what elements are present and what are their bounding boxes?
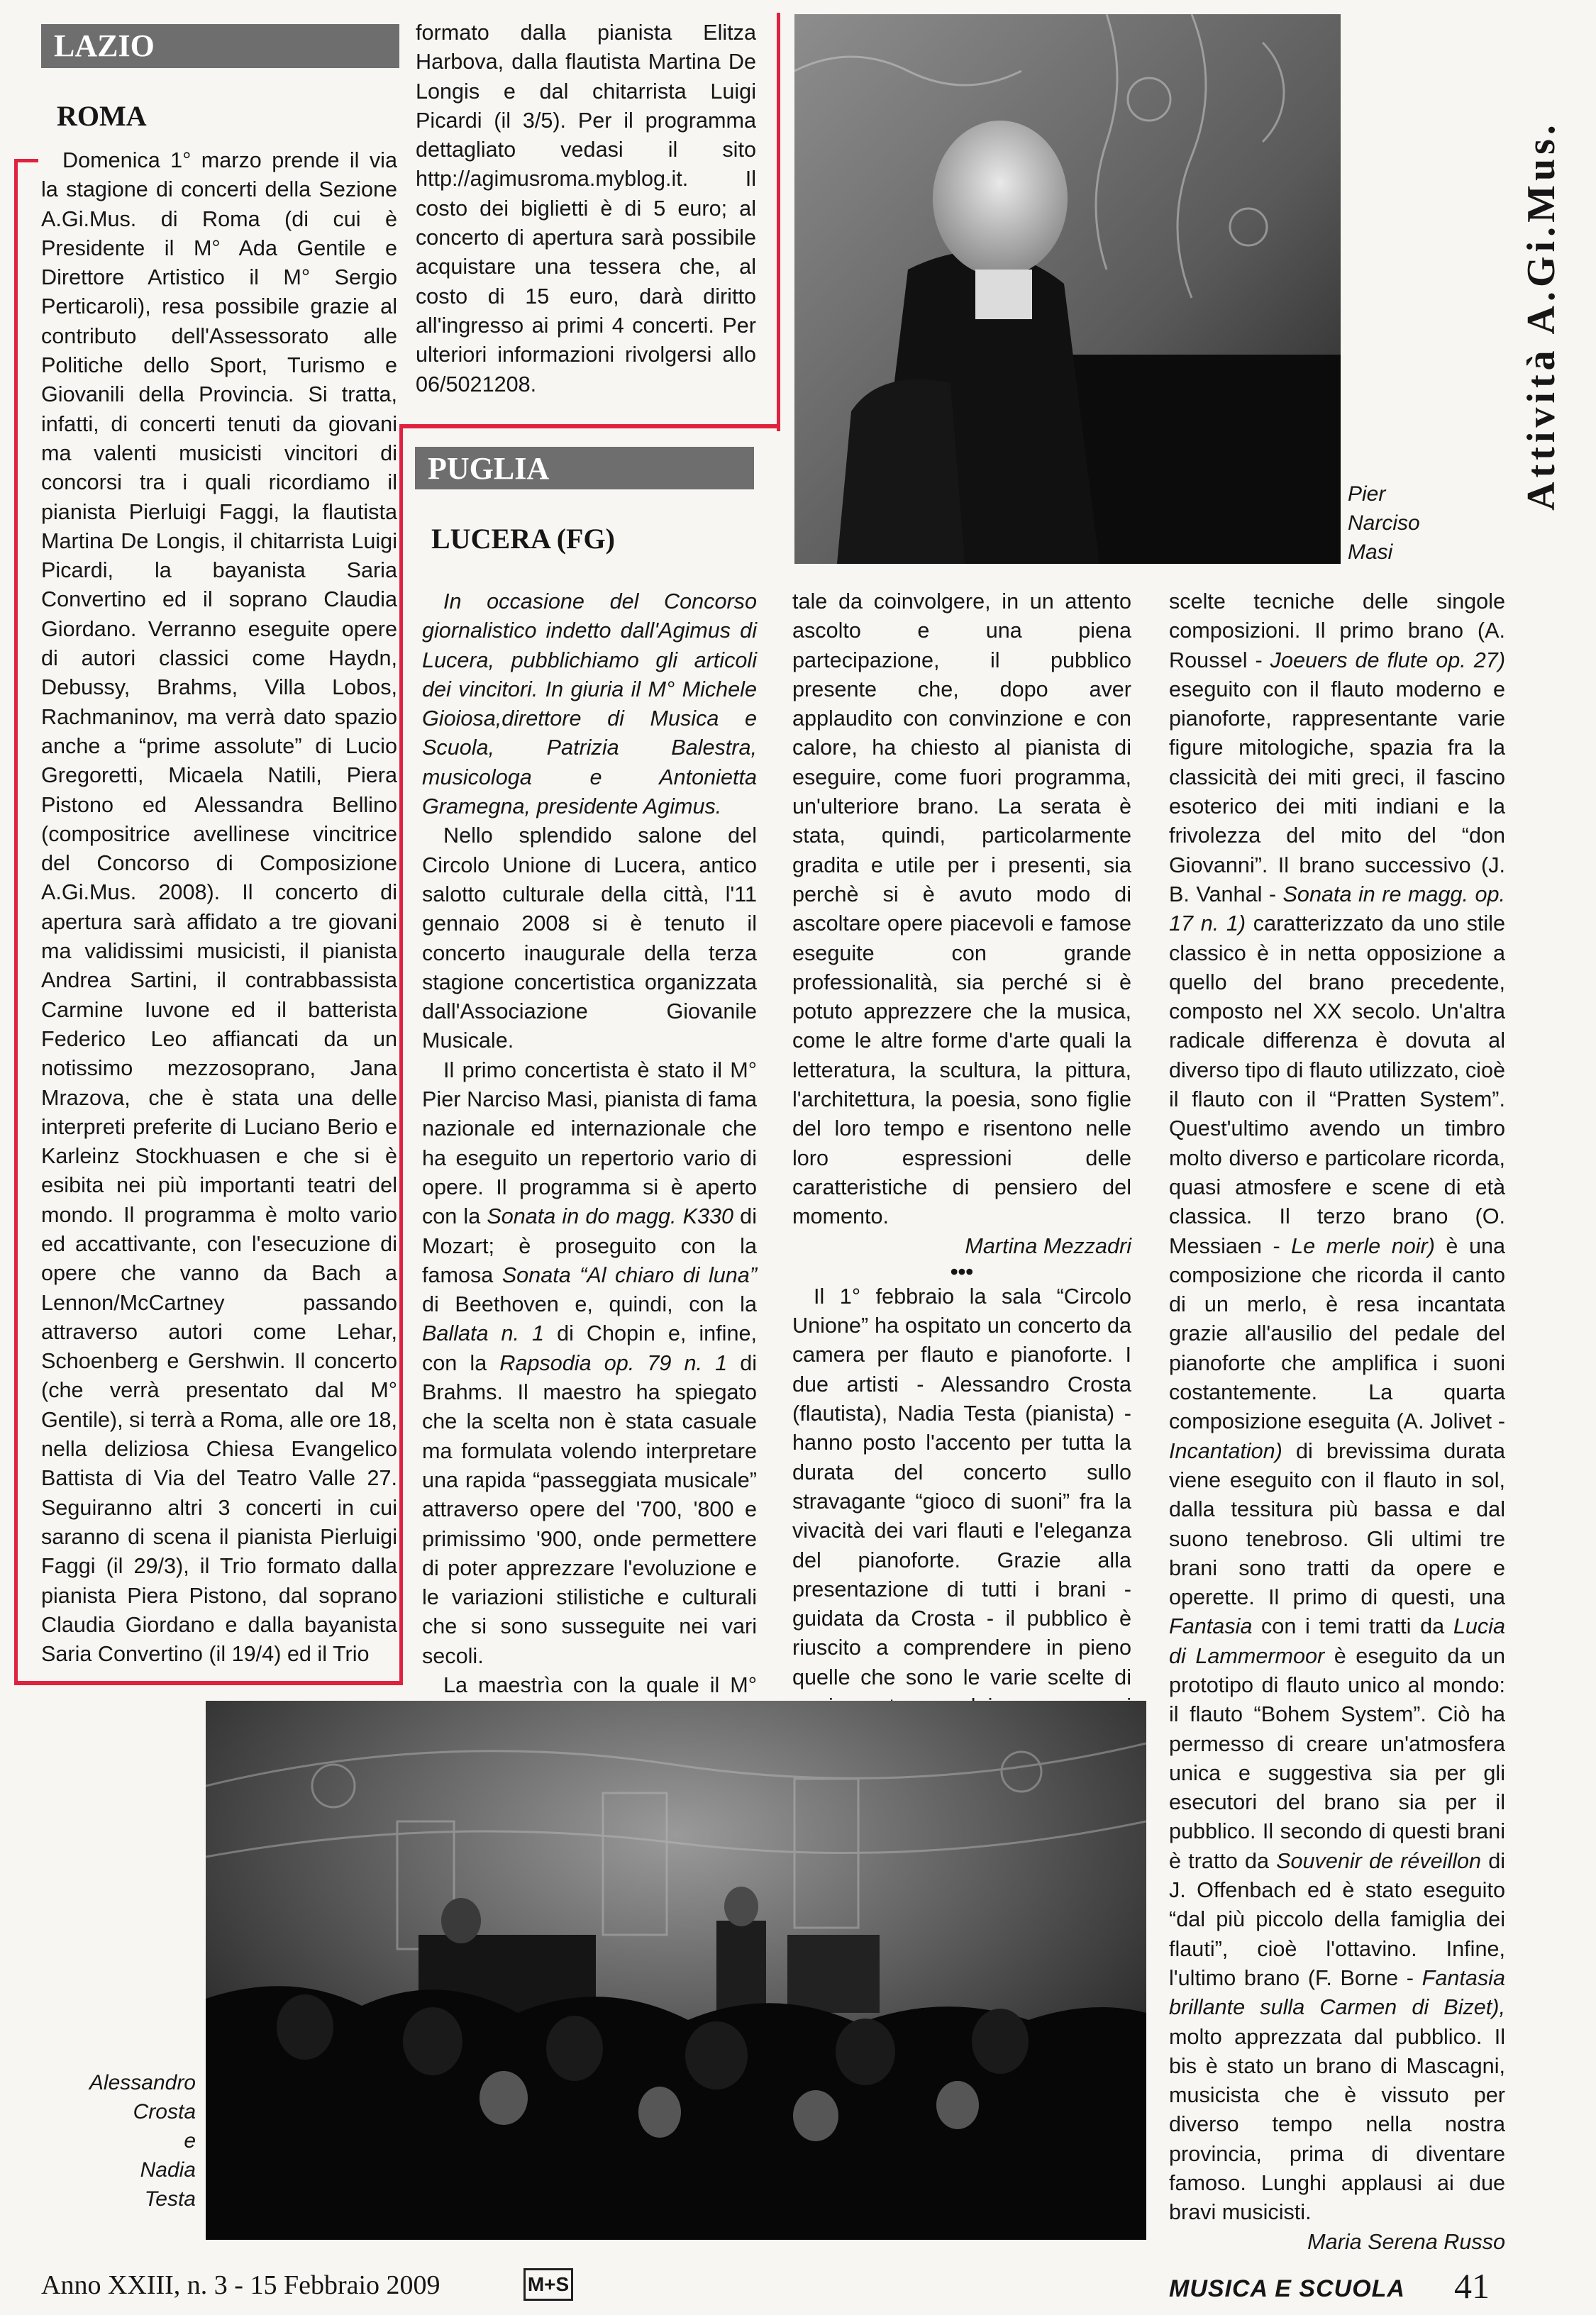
puglia-intro: In occasione del Concorso giornalistico indetto dall'Agimus di Lucera, pubblichiamo gli articoli dei vincitori. In giuria il M° Michele Gioiosa,direttore di Musica e Scuola, Patrizia Balestra, musicologa e Antonietta Gramegna, presidente Agimus. [422,589,757,819]
caption-photo-2: Alessandro Crosta e Nadia Testa [89,2071,196,2211]
author-maria-serena-russo: Maria Serena Russo [1307,2229,1505,2254]
separator-dots: ••• [950,1259,974,1284]
footer-issue: Anno XXIII, n. 3 - 15 Febbraio 2009 [41,2270,440,2300]
caption-photo-1: Pier Narciso Masi [1348,482,1420,564]
red-markup-bottom [14,1681,401,1685]
author-martina-mezzadri: Martina Mezzadri [965,1233,1131,1258]
lazio-paragraph-cont: formato dalla pianista Elitza Harbova, dalla flautista Martina De Longis e dal chitarrista Luigi Picardi (il 3/5). Per il programma dettagliato vedasi il sito http://agimusroma.myblog.it. Il costo dei biglietti è di 5 euro; al concerto di apertura sarà possibile acquistare una tessera che, al costo di 15 euro, darà diritto all'ingresso ai primi 4 concerti. Per ulteriori informazioni rivolgersi allo 06/5021208. [416,21,756,396]
puglia-paragraph-3: La maestrìa con la quale il M° [443,1672,757,1697]
side-header: Attività A.Gi.Mus. [1519,121,1563,511]
footer-magazine-name: MUSICA E SCUOLA [1169,2275,1405,2302]
lazio-article-col1 [41,146,397,1669]
photo-concert-crosta-testa [206,1701,1146,2240]
red-markup-mid [401,424,780,428]
lazio-article-col2 [416,18,756,399]
footer-logo: M+S [523,2268,573,2301]
puglia-paragraph-c1: tale da coinvolgere, in un attento ascolto e una piena partecipazione, il pubblico presente che, dopo aver applaudito con convinzione e con calore, ha chiesto al pianista di eseguire, come fuori programma, un'ulteriore brano. La serata è stata, quindi, particolarmente gradita e utile per i presenti, sia perchè si è avuto modo di ascoltare opere piacevoli e famose eseguite con grande professionalità, sia perché si è potuto apprezzere che la musica, come le altre forme d'arte quali la letteratura, la scultura, la pittura, l'architettura, la poesia, sono figlie del loro tempo e risentono nelle loro espressioni delle caratteristiche di pensiero del momento. [792,589,1131,1229]
section-bar-puglia: PUGLIA [415,447,754,489]
red-markup-top [14,159,38,162]
puglia-column-d [1169,587,1505,2257]
puglia-paragraph-d: scelte tecniche delle singole composizioni. Il primo brano (A. Roussel - Joeuers de flute op. 27) eseguito con il flauto moderno e pianoforte, rappresentante varie figure mitologiche, spazia fra la classicità dei miti greci, il fascino esoterico dei miti indiani e la frivolezza del mito del “don Giovanni”. Il brano successivo (J. B. Vanhal - Sonata in re magg. op. 17 n. 1) caratterizzato da uno stile classico è in netta opposizione a quello del brano precedente, composto nel XX secolo. Un'altra radicale differenza è dovuta al diverso tipo di flauto utilizzato, cioè il flauto con il “Pratten System”. Quest'ultimo avendo un timbro molto diverso e particolare ricorda, quasi atmosfere e scene di età classica. Il terzo brano (O. Messiaen - Le merle noir) è una composizione che ricorda il canto di un merlo, è resa incantata grazie all'ausilio del pedale del pianoforte che amplifica i suoni costantemente. La quarta composizione eseguita (A. Jolivet - Incantation) di brevissima durata viene eseguito con il flauto in sol, dalla tessitura più bassa e dal suono tenebroso. Gli ultimi tre brani sono tratti da opere e operette. Il primo di questi, una Fantasia con i temi tratti da Lucia di Lammermoor è eseguito da un prototipo di flauto unico al mondo: il flauto “Bohem System”. Ciò ha permesso di creare un'atmosfera unica e suggestiva sia per gli esecutori del brano sia per il pubblico. Il secondo di questi brani è tratto da Souvenir de réveillon di J. Offenbach ed è stato eseguito “dal più piccolo della famiglia dei flauti”, cioè l'ottavino. Infine, l'ultimo brano (F. Borne - Fantasia brillante sulla Carmen di Bizet), molto apprezzata dal pubblico. Il bis è stato un brano di Mascagni, musicista che è vissuto per diverso tempo nella nostra provincia, prima di diventare famoso. Lunghi applausi ai due bravi musicisti. [1169,589,1506,2225]
photo-pier-narciso-masi [794,14,1341,564]
red-markup-left [14,160,18,1685]
page-number: 41 [1454,2266,1490,2306]
red-markup-divider [399,424,403,1685]
puglia-column-b [422,587,757,1730]
section-bar-lazio: LAZIO [41,24,399,68]
puglia-column-c [792,587,1131,1780]
puglia-paragraph-1: Nello splendido salone del Circolo Unione di Lucera, antico salotto culturale della città, l'11 gennaio 2008 si è tenuto il concerto inaugurale della terza stagione concertistica organizzata dall'Associazione Giovanile Musicale. [422,823,757,1053]
city-heading-lucera: LUCERA (FG) [431,523,615,555]
lazio-paragraph: Domenica 1° marzo prende il via la stagione di concerti della Sezione A.Gi.Mus. di Roma (di cui è Presidente il M° Ada Gentile e Direttore Artistico il M° Sergio Perticaroli), resa possibile grazie al contributo dell'Assessorato alle Politiche dello Sport, Turismo e Giovanili della Provincia. Si tratta, infatti, di concerti tenuti da giovani ma valenti musicisti vincitori di concorsi tra i quali ricordiamo il pianista Pierluigi Faggi, la flautista Martina De Longis, il chitarrista Luigi Picardi, la bayanista Saria Convertino ed il soprano Claudia Giordano. Verranno eseguite opere di autori classici come Haydn, Debussy, Brahms, Villa Lobos, Rachmaninov, ma verrà dato spazio anche a “prime assolute” di Lucio Gregoretti, Micaela Natili, Piera Pistono ed Alessandra Bellino (compositrice avellinese vincitrice del Concorso di Composizione A.Gi.Mus. 2008). Il concerto di apertura sarà affidato a tre giovani ma validissimi musicisti, il pianista Andrea Sartini, il contrabbassista Carmine Iuvone ed il batterista Federico Leo affiancati da un notissimo mezzosoprano, Jana Mrazova, che è stata una delle interpreti preferite di Luciano Berio e Karleinz Stockhuasen e che si è esibita nei più importanti teatri del mondo. Il programma è molto vario ed accattivante, con l'esecuzione di opere che vanno da Bach a Lennon/McCartney passando attraverso autori come Lehar, Schoenberg e Gershwin. Il concerto (che verrà presentato dal M° Gentile), si terrà a Roma, alle ore 18, nella deliziosa Chiesa Evangelico Battista di Via del Teatro Valle 27. Seguiranno altri 3 concerti in cui saranno di scena il pianista Pierluigi Faggi (il 29/3), il Trio formato dalla pianista Piera Pistono, dal soprano Claudia Giordano e dalla bayanista Saria Convertino (il 19/4) ed il Trio [41,148,397,1667]
city-heading-roma: ROMA [57,100,147,132]
red-markup-right-col2 [777,13,780,431]
puglia-paragraph-2: Il primo concertista è stato il M° Pier Narciso Masi, pianista di fama nazionale ed internazionale che ha eseguito un repertorio vario di opere. Il programma si è aperto con la Sonata in do magg. K330 di Mozart; è proseguito con la famosa Sonata “Al chiaro di luna” di Beethoven e, quindi, con la Ballata n. 1 di Chopin e, infine, con la Rapsodia op. 79 n. 1 di Brahms. Il maestro ha spiegato che la scelta non è stata casuale ma formulata volendo interpretare una rapida “passeggiata musicale” attraverso opere del '700, '800 e primissimo '900, onde permettere di poter apprezzare l'evoluzione e le variazioni stilistiche e culturali che si sono susseguite nei vari secoli. [422,1057,758,1668]
puglia-paragraph-c2: Il 1° febbraio la sala “Circolo Unione” ha ospitato un concerto da camera per flauto e pianoforte. I due artisti - Alessandro Crosta (flautista), Nadia Testa (pianista) - hanno posto l'accento per tutta la durata del concerto sullo stravagante “gioco di suoni” fra la vivacità dei vari flauti e l'eleganza del pianoforte. Grazie alla presentazione di tutti i brani - guidata da Crosta - il pubblico è riuscito a comprendere in pieno quelle che sono le varie scelte di [792,1284,1131,1689]
